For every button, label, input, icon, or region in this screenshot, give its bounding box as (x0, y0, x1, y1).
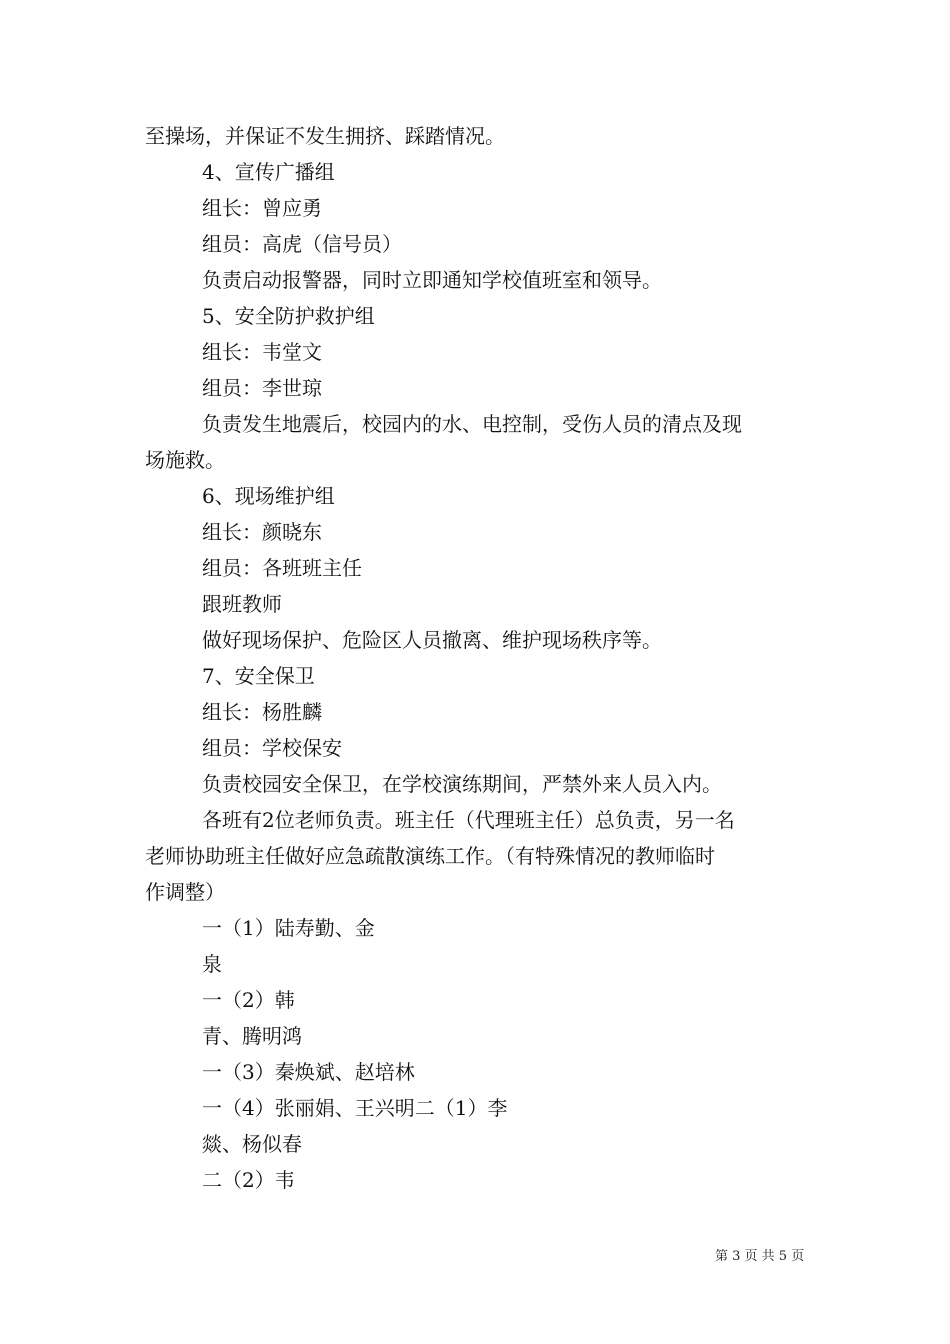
class-teacher-line: 一（3）秦焕斌、赵培林 (202, 1060, 415, 1084)
text-line: 至操场，并保证不发生拥挤、踩踏情况。 (145, 124, 505, 148)
class-teacher-line: 一（1）陆寿勤、金 (202, 916, 375, 940)
class-teacher-line: 二（2）韦 (202, 1168, 295, 1192)
class-teacher-line: 一（4）张丽娟、王兴明二（1）李 (202, 1096, 508, 1120)
text-line: 组员：李世琼 (202, 376, 322, 400)
class-teacher-line: 一（2）韩 (202, 988, 295, 1012)
section-heading: 5、安全防护救护组 (202, 304, 375, 328)
text-line: 组长：颜晓东 (202, 520, 322, 544)
text-line: 组长：曾应勇 (202, 196, 322, 220)
text-line: 负责校园安全保卫，在学校演练期间，严禁外来人员入内。 (202, 772, 722, 796)
text-line: 组员：学校保安 (202, 736, 342, 760)
section-heading: 6、现场维护组 (202, 484, 335, 508)
text-line: 老师协助班主任做好应急疏散演练工作。（有特殊情况的教师临时 (145, 844, 715, 868)
text-line: 组长：杨胜麟 (202, 700, 322, 724)
class-teacher-line: 青、腾明鸿 (202, 1024, 302, 1048)
class-teacher-line: 燚、杨似春 (202, 1132, 302, 1156)
text-line: 组员：高虎（信号员） (202, 232, 402, 256)
text-line: 负责启动报警器，同时立即通知学校值班室和领导。 (202, 268, 662, 292)
text-line: 各班有2位老师负责。班主任（代理班主任）总负责，另一名 (202, 808, 735, 832)
text-line: 跟班教师 (202, 592, 282, 616)
section-heading: 4、宣传广播组 (202, 160, 335, 184)
text-line: 负责发生地震后，校园内的水、电控制，受伤人员的清点及现 (202, 412, 742, 436)
text-line: 场施救。 (145, 448, 225, 472)
text-line: 作调整） (145, 880, 225, 904)
class-teacher-line: 泉 (202, 952, 222, 976)
text-line: 组长：韦堂文 (202, 340, 322, 364)
document-body (145, 118, 810, 1198)
text-line: 组员：各班班主任 (202, 556, 362, 580)
text-line: 做好现场保护、危险区人员撤离、维护现场秩序等。 (202, 628, 662, 652)
page-number-footer: 第 3 页 共 5 页 (715, 1249, 805, 1264)
section-heading: 7、安全保卫 (202, 664, 315, 688)
